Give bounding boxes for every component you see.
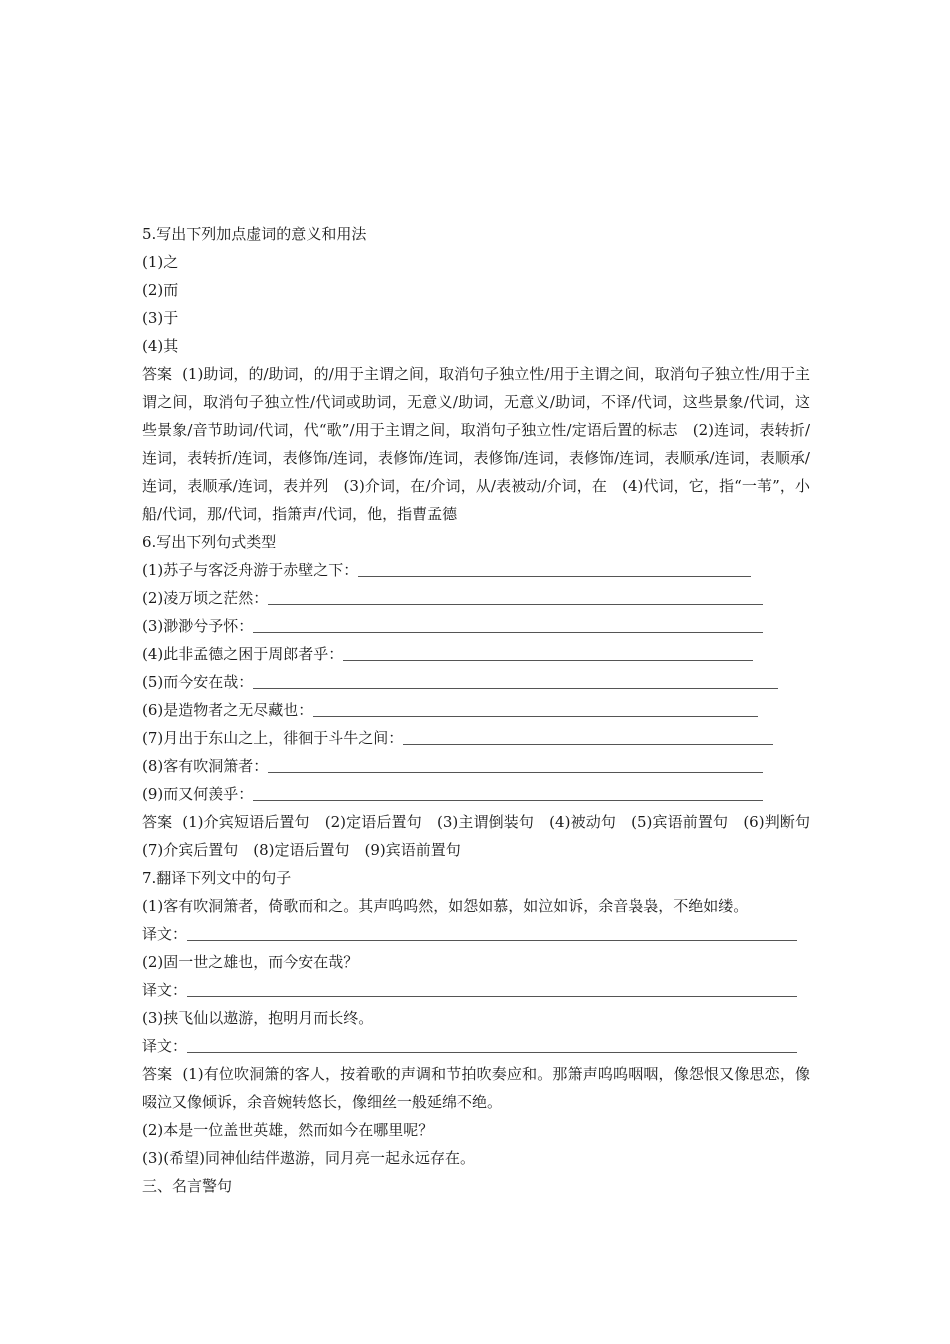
q7-item-1: (1)客有吹洞箫者，倚歌而和之。其声呜呜然，如怨如慕，如泣如诉，余音袅袅，不绝如缕。	[142, 897, 749, 915]
q5-answer-text: (1)助词，的/助词，的/用于主谓之间，取消句子独立性/用于主谓之间，取消句子独立性/用于主谓之间，取消句子独立性/代词或助词，无意义/助词，无意义/助词，不译/代词，这些景象/代词，这些景象/音节助词/代词，代“歌”/用于主谓之间，取消句子独立性/定语后置的标志 (2)连词，表转折/连词，表转折/连词，表修饰/连词，表修饰/连词，表修饰/连词，表修饰/连词，表顺承/连词，表顺承/连词，表顺承/连词，表并列 (3)介词，在/介词，从/表被动/介词，在 (4)代词，它，指“一苇”，小船/代词，那/代词，指箫声/代词，他，指曹孟德	[142, 365, 810, 523]
q7-translation-row-2	[142, 976, 810, 1004]
q6-item-8: (8)客有吹洞箫者：	[142, 757, 269, 775]
q6-answer-label: 答案	[142, 813, 173, 831]
q6-item-6: (6)是造物者之无尽藏也：	[142, 701, 314, 719]
q7-title: 7.翻译下列文中的句子	[142, 869, 292, 887]
q6-answer-text: (1)介宾短语后置句 (2)定语后置句 (3)主谓倒装句 (4)被动句 (5)宾语前置句 (6)判断句 (7)介宾后置句 (8)定语后置句 (9)宾语前置句	[142, 813, 825, 859]
q5-item-2: (2)而	[142, 281, 179, 299]
q5-answer-label: 答案	[142, 365, 173, 383]
q5-item-3: (3)于	[142, 309, 179, 327]
answer-blank[interactable]	[343, 660, 753, 661]
q6-item-9: (9)而又何羡乎：	[142, 785, 254, 803]
q7-answer-1	[142, 1060, 810, 1116]
q7-translation-row-3	[142, 1032, 810, 1060]
q7-answer-3: (3)(希望)同神仙结伴遨游，同月亮一起永远存在。	[142, 1149, 475, 1167]
translation-blank[interactable]	[187, 996, 797, 997]
q6-row-1	[142, 556, 810, 584]
translation-blank[interactable]	[187, 940, 797, 941]
q6-item-7: (7)月出于东山之上，徘徊于斗牛之间：	[142, 729, 404, 747]
q7-item-3: (3)挟飞仙以遨游，抱明月而长终。	[142, 1009, 374, 1027]
q6-item-2: (2)凌万顷之茫然：	[142, 589, 269, 607]
answer-blank[interactable]	[253, 632, 763, 633]
q6-title: 6.写出下列句式类型	[142, 533, 277, 551]
q6-row-3	[142, 612, 810, 640]
answer-blank[interactable]	[358, 576, 751, 577]
q6-answer	[142, 808, 825, 864]
q6-row-5	[142, 668, 810, 696]
translation-label: 译文：	[142, 925, 188, 943]
q5-item-1: (1)之	[142, 253, 179, 271]
document-page	[142, 220, 825, 1200]
translation-label: 译文：	[142, 981, 188, 999]
q7-answer-label: 答案	[142, 1065, 173, 1083]
q6-row-2	[142, 584, 810, 612]
answer-blank[interactable]	[403, 744, 773, 745]
q6-row-9	[142, 780, 810, 808]
q6-item-5: (5)而今安在哉：	[142, 673, 254, 691]
q6-item-3: (3)渺渺兮予怀：	[142, 617, 254, 635]
answer-blank[interactable]	[253, 800, 763, 801]
q5-title: 5.写出下列加点虚词的意义和用法	[142, 225, 367, 243]
q6-row-7	[142, 724, 810, 752]
q7-translation-row-1	[142, 920, 810, 948]
translation-blank[interactable]	[187, 1052, 797, 1053]
translation-label: 译文：	[142, 1037, 188, 1055]
answer-blank[interactable]	[268, 772, 763, 773]
q6-row-6	[142, 696, 810, 724]
q7-answer-2: (2)本是一位盖世英雄，然而如今在哪里呢？	[142, 1121, 434, 1139]
q7-answer-1-text: (1)有位吹洞箫的客人，按着歌的声调和节拍吹奏应和。那箫声呜呜咽咽，像怨恨又像思恋，像啜泣又像倾诉，余音婉转悠长，像细丝一般延绵不绝。	[142, 1065, 810, 1111]
q6-item-4: (4)此非孟德之困于周郎者乎：	[142, 645, 344, 663]
q6-item-1: (1)苏子与客泛舟游于赤壁之下：	[142, 561, 359, 579]
q7-item-2: (2)固一世之雄也，而今安在哉？	[142, 953, 359, 971]
q5-answer	[142, 360, 810, 528]
section-3-title: 三、名言警句	[142, 1177, 233, 1195]
answer-blank[interactable]	[268, 604, 763, 605]
q6-row-8	[142, 752, 810, 780]
q5-item-4: (4)其	[142, 337, 179, 355]
answer-blank[interactable]	[253, 688, 778, 689]
q6-row-4	[142, 640, 810, 668]
answer-blank[interactable]	[313, 716, 758, 717]
